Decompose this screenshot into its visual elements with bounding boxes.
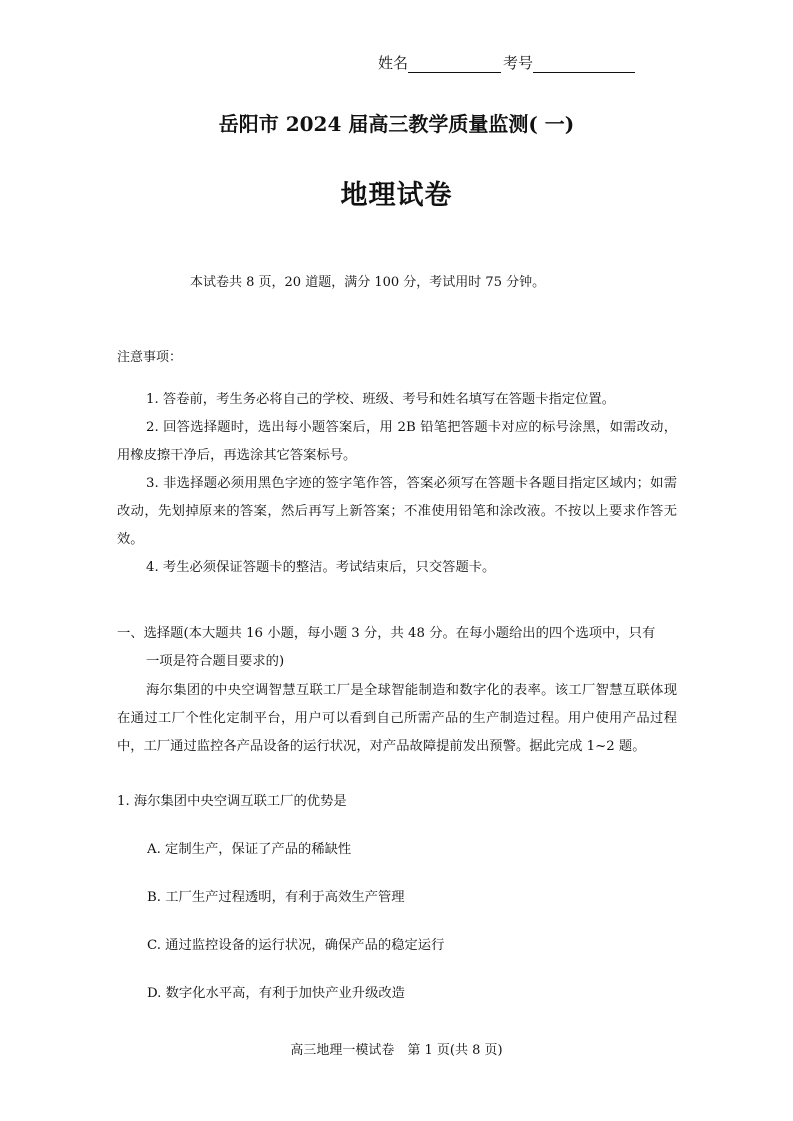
- option-c: C. 通过监控设备的运行状况，确保产品的稳定运行: [147, 938, 445, 953]
- number-label: 考号: [503, 54, 534, 72]
- section-heading-line: 一、选择题(本大题共 16 小题，每小题 3 分，共 48 分。在每小题给出的四个选项中，只有: [117, 626, 656, 641]
- name-label: 姓名: [378, 54, 409, 72]
- name-blank: [408, 55, 501, 73]
- note-item: 4. 考生必须保证答题卡的整洁。考试结束后，只交答题卡。: [146, 560, 496, 575]
- exam-title: 岳阳市 2024 届高三教学质量监测( 一): [218, 112, 575, 136]
- number-blank: [533, 55, 635, 73]
- notes-list: [117, 386, 677, 582]
- question-stem: 1. 海尔集团中央空调互联工厂的优势是: [117, 794, 347, 809]
- page-footer: 高三地理一模试卷 第 1 页(共 8 页): [290, 1043, 503, 1058]
- option-b: B. 工厂生产过程透明，有利于高效生产管理: [147, 890, 405, 905]
- note-item: 2. 回答选择题时，选出每小题答案后，用 2B 铅笔把答题卡对应的标号涂黑，如需改动，用橡皮擦干净后，再选涂其它答案标号。: [117, 420, 677, 463]
- note-item: 3. 非选择题必须用黑色字迹的签字笔作答，答案必须写在答题卡各题目指定区域内；如需改动，先划掉原来的答案，然后再写上新答案；不准使用铅笔和涂改液。不按以上要求作答无效。: [117, 476, 677, 547]
- question-material: 海尔集团的中央空调智慧互联工厂是全球智能制造和数字化的表率。该工厂智慧互联体现在通过工厂个性化定制平台，用户可以看到自己所需产品的生产制造过程。用户使用产品过程中，工厂通过监控各产品设备的运行状况，对产品故障提前发出预警。据此完成 1~2 题。: [117, 683, 677, 754]
- notes-heading: 注意事项：: [117, 350, 183, 365]
- section-heading-line: 一项是符合题目要求的): [146, 654, 285, 669]
- exam-intro: 本试卷共 8 页，20 道题，满分 100 分，考试用时 75 分钟。: [190, 275, 546, 290]
- subject-title: 地理试卷: [340, 180, 453, 211]
- candidate-info-row: [378, 52, 637, 73]
- section-heading: [117, 620, 677, 676]
- option-a: A. 定制生产，保证了产品的稀缺性: [147, 842, 352, 857]
- option-d: D. 数字化水平高，有利于加快产业升级改造: [147, 986, 405, 1001]
- note-item: 1. 答卷前，考生务必将自己的学校、班级、考号和姓名填写在答题卡指定位置。: [146, 392, 616, 407]
